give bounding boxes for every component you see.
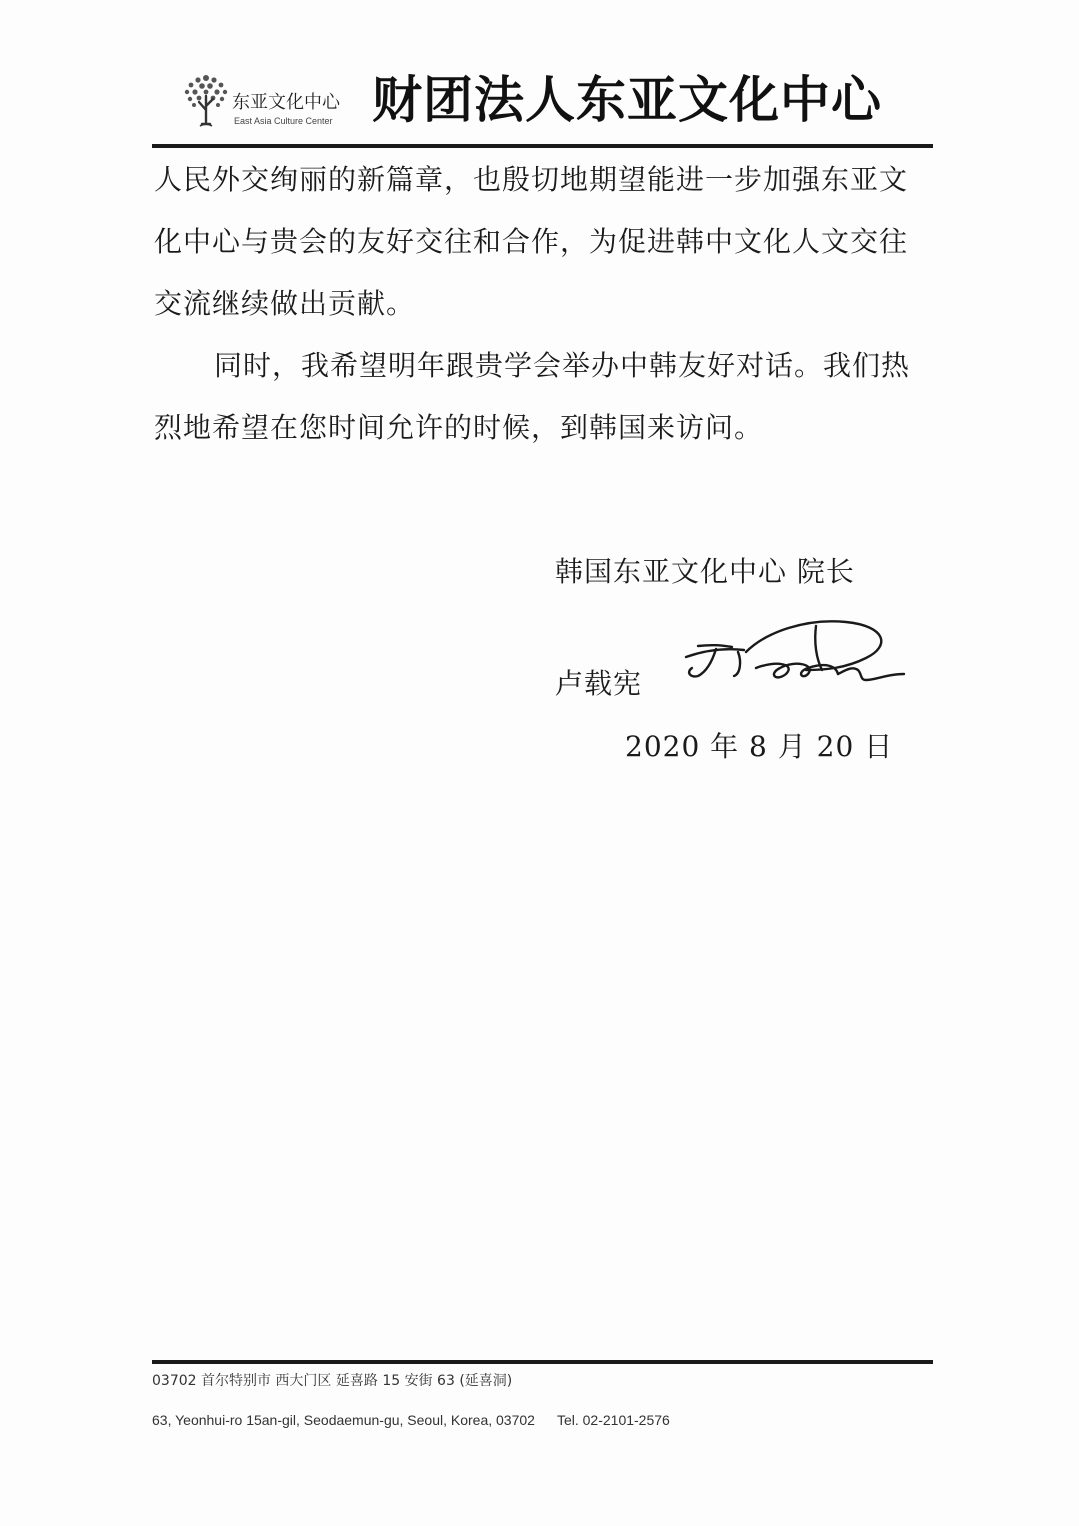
paragraph-1: [154, 149, 934, 335]
tree-logo-icon: [180, 70, 232, 132]
paragraph-2-line: 烈地希望在您时间允许的时候，到韩国来访问。: [154, 411, 764, 444]
footer-address-en-line: [152, 1412, 670, 1428]
signer-name: 卢载宪: [555, 667, 643, 700]
footer-address-en: 63, Yeonhui-ro 15an-gil, Seodaemun-gu, Seoul, Korea, 03702: [152, 1412, 535, 1428]
footer-divider: [152, 1360, 933, 1364]
paragraph-2-line: 同时，我希望明年跟贵学会举办中韩友好对话。我们热: [214, 349, 911, 382]
paragraph-1-line: 交流继续做出贡献。: [154, 287, 416, 320]
handwritten-signature: [676, 612, 916, 702]
letter-date: 2020 年 8 月 20 日: [625, 730, 894, 763]
footer-address-cn: 03702 首尔特别市 西大门区 延喜路 15 安街 63 (延喜洞): [152, 1373, 513, 1389]
signer-org-title: 韩国东亚文化中心 院长: [555, 555, 855, 588]
header-divider: [152, 144, 933, 148]
logo-text-cn: 东亚文化中心: [232, 92, 340, 113]
paragraph-2: [154, 335, 934, 459]
organization-title: 财团法人东亚文化中心: [372, 71, 882, 129]
paragraph-1-line: 人民外交绚丽的新篇章，也殷切地期望能进一步加强东亚文: [154, 163, 909, 196]
logo-text-en: East Asia Culture Center: [234, 116, 333, 126]
footer-telephone: Tel. 02-2101-2576: [556, 1412, 670, 1428]
org-logo: [180, 70, 350, 140]
paragraph-1-line: 化中心与贵会的友好交往和合作，为促进韩中文化人文交往: [154, 225, 909, 258]
